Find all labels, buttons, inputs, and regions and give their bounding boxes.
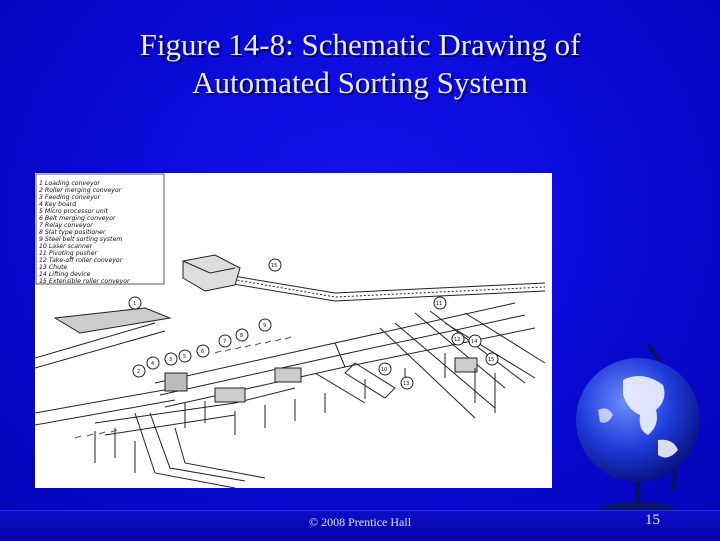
conveyor-drawing	[35, 255, 545, 488]
svg-text:12: 12	[454, 337, 461, 343]
svg-text:5: 5	[183, 354, 187, 360]
slide-title	[60, 26, 660, 102]
svg-text:14: 14	[471, 339, 478, 345]
svg-text:6: 6	[201, 349, 205, 355]
schematic-figure	[35, 173, 552, 488]
svg-text:4: 4	[151, 361, 155, 367]
svg-text:7: 7	[223, 339, 227, 345]
legend-item: 1 Loading conveyor	[39, 180, 100, 187]
svg-text:15: 15	[271, 263, 278, 269]
legend-item: 10 Laser scanner	[39, 243, 93, 250]
figure-legend	[36, 174, 164, 285]
legend-item: 4 Key board	[39, 201, 77, 208]
page-number: 15	[645, 512, 660, 528]
legend-item: 2 Roller merging conveyor	[39, 187, 122, 194]
legend-item: 6 Belt merging conveyor	[39, 215, 116, 222]
legend-item: 9 Steel belt sorting system	[39, 236, 123, 243]
legend-item: 15 Extensible roller conveyor	[39, 278, 130, 285]
globe-icon	[568, 340, 703, 525]
svg-text:2: 2	[137, 369, 141, 375]
legend-item: 7 Relay conveyor	[39, 222, 93, 229]
copyright-text: © 2008 Prentice Hall	[308, 515, 412, 529]
legend-item: 13 Chute	[39, 264, 68, 271]
svg-text:9: 9	[263, 323, 267, 329]
title-line-1: Figure 14-8: Schematic Drawing of	[139, 27, 581, 62]
legend-item: 12 Take-off roller conveyor	[39, 257, 123, 264]
svg-text:10: 10	[381, 367, 388, 373]
svg-text:13: 13	[403, 381, 410, 387]
sorting-system-drawing	[35, 173, 552, 488]
svg-text:8: 8	[240, 333, 244, 339]
legend-item: 5 Micro processor unit	[39, 208, 108, 215]
legend-item: 14 Lifting device	[39, 271, 91, 278]
svg-text:11: 11	[436, 301, 443, 307]
title-line-2: Automated Sorting System	[192, 65, 528, 100]
svg-text:3: 3	[169, 357, 173, 363]
legend-item: 3 Feeding conveyor	[39, 194, 101, 201]
svg-text:15: 15	[488, 357, 495, 363]
svg-text:1: 1	[133, 301, 137, 307]
legend-item: 11 Pivoting pusher	[39, 250, 98, 257]
legend-item: 8 Slat type positioner	[39, 229, 106, 236]
